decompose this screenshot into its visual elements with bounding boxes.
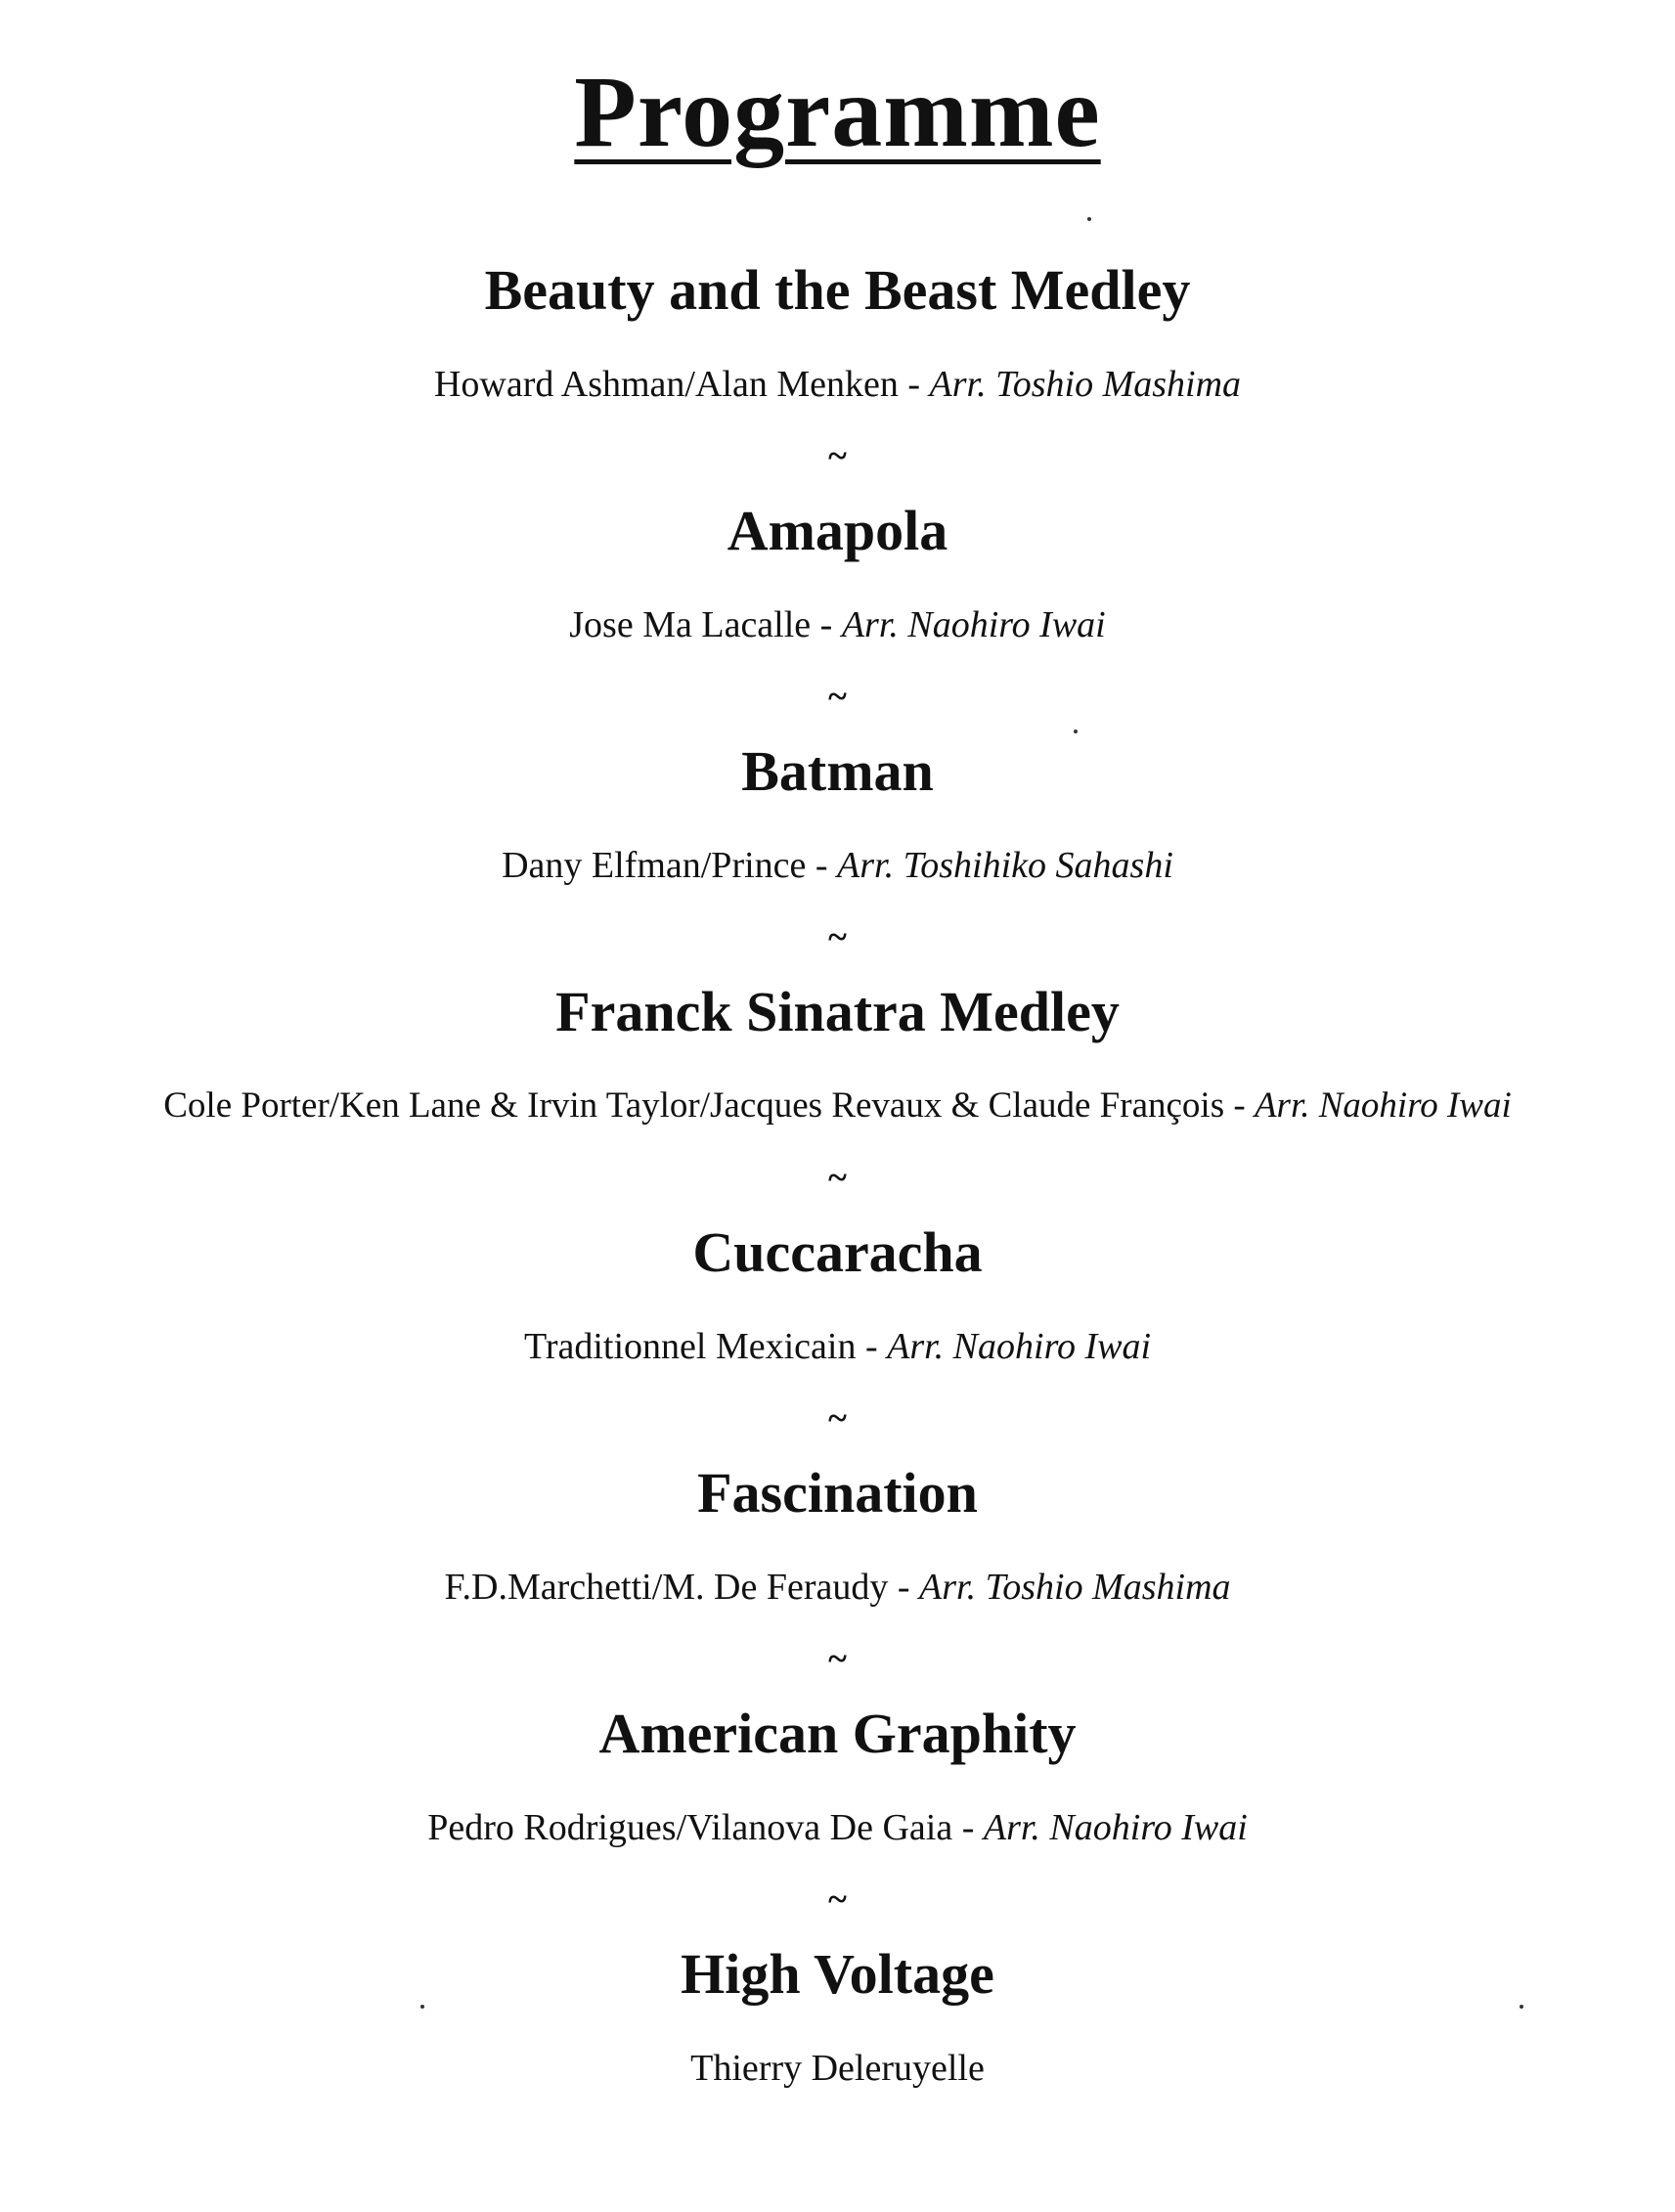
piece-credit [0,602,1675,647]
page-title: Programme [574,56,1101,168]
credit-dash: - [811,604,842,645]
credit-dash: - [806,845,838,886]
scan-speck [1074,730,1078,733]
separator-tilde: ~ [828,1639,847,1678]
piece-composers: Howard Ashman/Alan Menken [433,364,899,405]
separator-tilde: ~ [828,677,847,716]
piece-title: Cuccaracha [692,1220,983,1284]
piece-credit [0,362,1675,407]
piece-credit [0,843,1675,888]
piece-arranger: Arr. Toshihiko Sahashi [837,845,1173,886]
piece-composers: Dany Elfman/Prince [502,845,807,886]
piece-title: High Voltage [681,1942,994,2006]
scan-speck [1520,2005,1523,2009]
programme-item-batman [0,737,1675,888]
scan-speck [420,2005,424,2009]
piece-composers: Pedro Rodrigues/Vilanova De Gaia [427,1807,953,1848]
piece-composers: Thierry Deleruyelle [690,2048,985,2089]
credit-dash: - [888,1567,920,1608]
programme-item-beauty-and-the-beast [0,256,1675,407]
credit-dash: - [1224,1085,1255,1126]
piece-composers: Traditionnel Mexicain [523,1326,857,1367]
separator-tilde: ~ [828,1398,847,1438]
separator-tilde: ~ [828,436,847,475]
piece-title: Fascination [697,1461,978,1525]
separator-tilde: ~ [828,1158,847,1197]
separator-tilde: ~ [828,1880,847,1919]
programme-item-amapola [0,497,1675,647]
programme-item-fascination [0,1459,1675,1610]
piece-composers: F.D.Marchetti/M. De Feraudy [444,1567,889,1608]
piece-arranger: Arr. Naohiro Iwai [1254,1085,1512,1126]
piece-credit [0,1084,1675,1128]
piece-arranger: Arr. Naohiro Iwai [841,604,1106,645]
credit-dash: - [898,364,930,405]
piece-title: Batman [741,739,934,803]
separator-tilde: ~ [828,917,847,956]
piece-title: Beauty and the Beast Medley [484,258,1191,322]
piece-arranger: Arr. Naohiro Iwai [983,1807,1248,1848]
piece-arranger: Arr. Toshio Mashima [929,364,1242,405]
piece-title: Franck Sinatra Medley [555,980,1120,1043]
piece-title: Amapola [727,499,948,562]
piece-composers: Jose Ma Lacalle [569,604,812,645]
credit-dash: - [952,1807,984,1848]
piece-arranger: Arr. Naohiro Iwai [887,1326,1152,1367]
piece-arranger: Arr. Toshio Mashima [919,1567,1231,1608]
programme-item-american-graphity [0,1700,1675,1850]
programme-item-cuccaracha [0,1218,1675,1369]
piece-composers: Cole Porter/Ken Lane & Irvin Taylor/Jacques Revaux & Claude François [163,1085,1225,1126]
piece-title: American Graphity [598,1702,1077,1765]
piece-credit [0,1565,1675,1610]
piece-credit [0,1324,1675,1369]
piece-credit [0,2046,1675,2091]
programme-item-franck-sinatra-medley [0,978,1675,1128]
scan-speck [1087,217,1091,221]
credit-dash: - [856,1326,888,1367]
piece-credit [0,1805,1675,1850]
programme-item-high-voltage [0,1940,1675,2091]
